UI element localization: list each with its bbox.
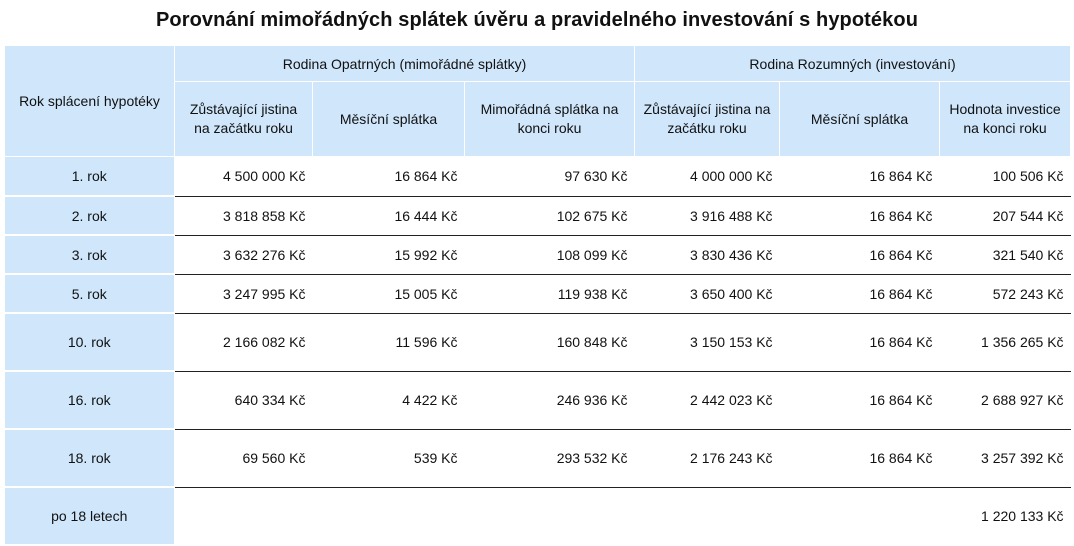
table-cell: 16 444 Kč	[313, 196, 465, 235]
year-cell: 3. rok	[5, 235, 175, 274]
table-cell: 4 000 000 Kč	[635, 157, 780, 197]
column-header: Zůstávající jistina na začátku roku	[635, 82, 780, 157]
table-row	[5, 429, 1071, 487]
table-cell: 16 864 Kč	[313, 157, 465, 197]
year-cell: 5. rok	[5, 274, 175, 313]
table-cell: 2 688 927 Kč	[940, 371, 1071, 429]
empty-cell	[313, 487, 465, 545]
column-header: Zůstávající jistina na začátku roku	[175, 82, 313, 157]
year-cell: po 18 letech	[5, 487, 175, 545]
table-row	[5, 196, 1071, 235]
group-header-rozumnych: Rodina Rozumných (investování)	[635, 46, 1071, 82]
column-header: Měsíční splátka	[313, 82, 465, 157]
table-cell: 572 243 Kč	[940, 274, 1071, 313]
group-header-opatrnych: Rodina Opatrných (mimořádné splátky)	[175, 46, 635, 82]
empty-cell	[635, 487, 780, 545]
table-cell: 102 675 Kč	[465, 196, 635, 235]
page-title: Porovnání mimořádných splátek úvěru a pravidelného investování s hypotékou	[155, 9, 919, 31]
empty-cell	[780, 487, 940, 545]
table-cell: 3 818 858 Kč	[175, 196, 313, 235]
column-header: Mimořádná splátka na konci roku	[465, 82, 635, 157]
column-header: Měsíční splátka	[780, 82, 940, 157]
table-cell: 207 544 Kč	[940, 196, 1071, 235]
table-cell: 16 864 Kč	[780, 429, 940, 487]
table-row	[5, 313, 1071, 371]
table-cell: 4 422 Kč	[313, 371, 465, 429]
table-cell: 15 992 Kč	[313, 235, 465, 274]
table-cell: 2 176 243 Kč	[635, 429, 780, 487]
table-cell: 15 005 Kč	[313, 274, 465, 313]
table-cell: 97 630 Kč	[465, 157, 635, 197]
empty-cell	[465, 487, 635, 545]
table-cell: 2 166 082 Kč	[175, 313, 313, 371]
table-cell: 11 596 Kč	[313, 313, 465, 371]
table-cell: 69 560 Kč	[175, 429, 313, 487]
table-cell: 246 936 Kč	[465, 371, 635, 429]
table-cell: 16 864 Kč	[780, 313, 940, 371]
column-header: Hodnota investice na konci roku	[940, 82, 1071, 157]
comparison-table	[4, 45, 1071, 546]
year-cell: 2. rok	[5, 196, 175, 235]
table-cell: 3 650 400 Kč	[635, 274, 780, 313]
table-row-final	[5, 487, 1071, 545]
year-cell: 10. rok	[5, 313, 175, 371]
table-cell: 4 500 000 Kč	[175, 157, 313, 197]
table-cell: 16 864 Kč	[780, 235, 940, 274]
table-cell: 3 830 436 Kč	[635, 235, 780, 274]
table-row	[5, 157, 1071, 197]
table-cell: 3 632 276 Kč	[175, 235, 313, 274]
year-cell: 18. rok	[5, 429, 175, 487]
table-cell: 3 247 995 Kč	[175, 274, 313, 313]
empty-cell	[175, 487, 313, 545]
table-cell: 3 150 153 Kč	[635, 313, 780, 371]
table-cell: 1 356 265 Kč	[940, 313, 1071, 371]
table-row	[5, 371, 1071, 429]
table-row	[5, 235, 1071, 274]
year-cell: 1. rok	[5, 157, 175, 197]
year-column-header: Rok splácení hypotéky	[5, 46, 175, 157]
year-cell: 16. rok	[5, 371, 175, 429]
final-investment-value: 1 220 133 Kč	[981, 508, 1064, 525]
table-cell: 100 506 Kč	[940, 157, 1071, 197]
table-cell: 640 334 Kč	[175, 371, 313, 429]
table-cell: 108 099 Kč	[465, 235, 635, 274]
table-cell: 16 864 Kč	[780, 157, 940, 197]
table-cell: 2 442 023 Kč	[635, 371, 780, 429]
table-cell: 119 938 Kč	[465, 274, 635, 313]
table-cell: 3 916 488 Kč	[635, 196, 780, 235]
table-cell: 3 257 392 Kč	[940, 429, 1071, 487]
table-cell: 16 864 Kč	[780, 371, 940, 429]
table-cell: 160 848 Kč	[465, 313, 635, 371]
table-row	[5, 274, 1071, 313]
table-cell: 16 864 Kč	[780, 196, 940, 235]
table-cell: 293 532 Kč	[465, 429, 635, 487]
table-cell: 539 Kč	[313, 429, 465, 487]
table-cell: 321 540 Kč	[940, 235, 1071, 274]
table-cell: 16 864 Kč	[780, 274, 940, 313]
